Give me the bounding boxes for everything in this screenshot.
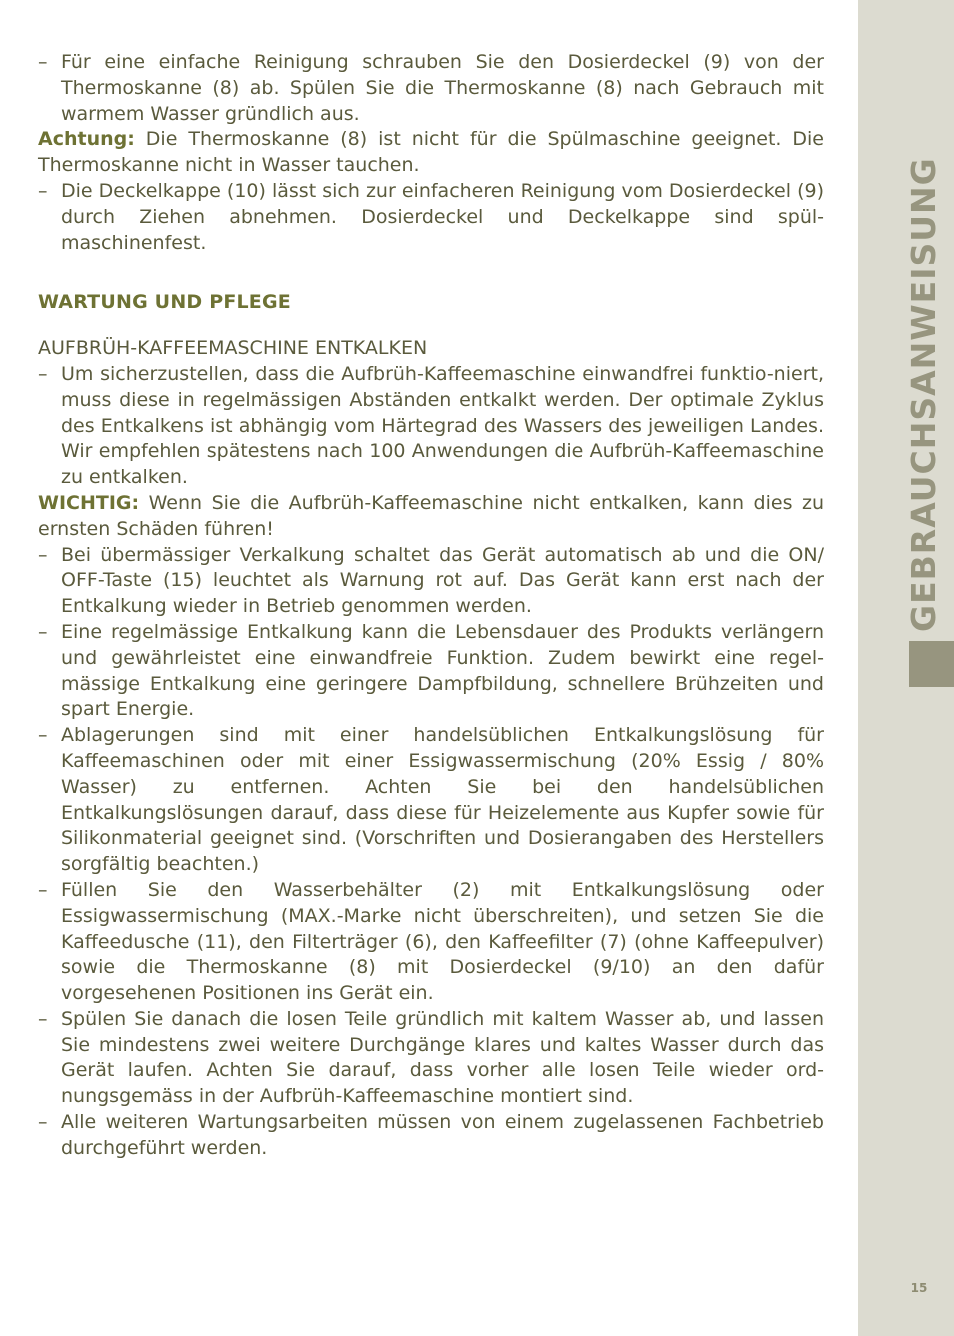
dash-marker: – xyxy=(38,1111,48,1134)
list-item-text: Bei übermässiger Verkalkung schaltet das Gerät automatisch ab und die ON/ OFF-Taste (15) leuchtet als Warnung rot auf. Das Gerät kann erst nach der Entkalkung wieder in Betrieb genommen werden. xyxy=(61,543,824,618)
list-item-text: Spülen Sie danach die losen Teile gründlich mit kaltem Wasser ab, und lassen Sie mindestens zwei weitere Durchgänge klares und kaltes Wasser durch das Gerät laufen. Achten Sie darauf, dass vorher alle losen Teile wieder ord-nungsgemäss in der Aufbrüh-Kaffeemaschine montiert sind. xyxy=(61,1007,824,1108)
list-item xyxy=(38,723,824,878)
main-content xyxy=(38,50,824,1162)
dash-marker: – xyxy=(38,179,48,202)
list-item-text: Füllen Sie den Wasserbehälter (2) mit Entkalkungslösung oder Essigwassermischung (MAX.-Marke nicht überschreiten), und setzen Sie die Kaffeedusche (11), den Filterträger (6), den Kaffeefilter (7) (ohne Kaffeepulver) sowie die Thermoskanne (8) mit Dosierdeckel (9/10) an den dafür vorgesehenen Positionen ins Gerät ein. xyxy=(61,878,824,1005)
sidebar-title: GEBRAUCHSANWEISUNG xyxy=(904,157,943,632)
list-item xyxy=(38,878,824,1007)
dash-marker: – xyxy=(38,724,48,747)
sidebar-tab-marker xyxy=(909,641,954,687)
list-item-text: Eine regelmässige Entkalkung kann die Lebensdauer des Produkts verlängern und gewährleistet eine einwandfreie Funktion. Zudem bewirkt eine regel-mässige Entkalkung eine geringere Dampfbildung, schnellere Brühzeiten und spart Energie. xyxy=(61,620,824,721)
list-item xyxy=(38,543,824,620)
list-item xyxy=(38,1110,824,1162)
list-item xyxy=(38,1007,824,1110)
section-title: WARTUNG UND PFLEGE xyxy=(38,291,291,314)
list-item xyxy=(38,179,824,256)
list-item-text: Die Deckelkappe (10) lässt sich zur einfacheren Reinigung vom Dosierdeckel (9) durch Ziehen abnehmen. Dosierdeckel und Deckelkappe sind spül-maschinenfest. xyxy=(61,179,824,254)
dash-marker: – xyxy=(38,1007,48,1030)
list-item-text: Alle weiteren Wartungsarbeiten müssen von einem zugelassenen Fachbetrieb durchgeführt werden. xyxy=(61,1111,824,1159)
subsection-heading: AUFBRÜH-KAFFEEMASCHINE ENTKALKEN xyxy=(38,337,428,360)
dash-marker: – xyxy=(38,620,48,643)
list-item xyxy=(38,50,824,127)
list-item-text: Für eine einfache Reinigung schrauben Sie den Dosierdeckel (9) von der Thermoskanne (8) ab. Spülen Sie die Thermoskanne (8) nach Gebrauch mit warmem Wasser gründlich aus. xyxy=(61,51,824,125)
wichtig-text: Wenn Sie die Aufbrüh-Kaffeemaschine nicht entkalken, kann dies zu ernsten Schäden führen! xyxy=(38,491,824,540)
dash-marker: – xyxy=(38,543,48,566)
achtung-text: Die Thermoskanne (8) ist nicht für die Spülmaschine geeignet. Die Thermoskanne nicht in Wasser tauchen. xyxy=(38,128,824,177)
wichtig-label: WICHTIG: xyxy=(38,491,140,514)
important-paragraph xyxy=(38,491,824,543)
warning-paragraph xyxy=(38,127,824,179)
list-item-text: Um sicherzustellen, dass die Aufbrüh-Kaffeemaschine einwandfrei funktio-niert, muss diese in regelmässigen Abständen entkalkt werden. Der optimale Zyklus des Entkalkens ist abhängig vom Härtegrad des Wassers des jeweiligen Landes. Wir empfehlen spätestens nach 100 Anwendungen die Aufbrüh-Kaffeemaschine zu entkalken. xyxy=(61,362,824,489)
dash-marker: – xyxy=(38,51,48,73)
achtung-label: Achtung: xyxy=(38,128,135,151)
list-item-text: Ablagerungen sind mit einer handelsüblichen Entkalkungslösung für Kaffeemaschinen oder mit einer Essigwassermischung (20% Essig / 80% Wasser) zu entfernen. Achten Sie bei den handelsüblichen Entkalkungslösungen darauf, dass diese für Heizelemente aus Kupfer sowie für Silikonmaterial geeignet sind. (Vorschriften und Dosierangaben des Herstellers sorgfältig beachten.) xyxy=(61,724,824,876)
dash-marker: – xyxy=(38,362,48,385)
page-number: 15 xyxy=(910,1281,928,1295)
dash-marker: – xyxy=(38,878,48,901)
list-item xyxy=(38,362,824,491)
list-item xyxy=(38,620,824,723)
